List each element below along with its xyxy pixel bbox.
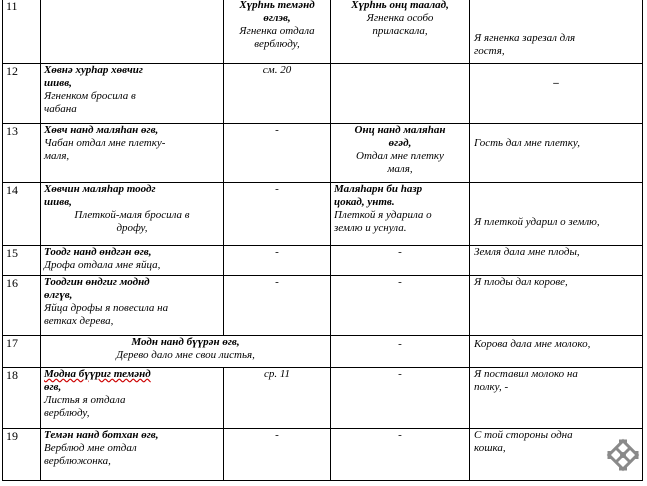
dash-mark: -: [275, 183, 279, 195]
variant-c-cell: [470, 276, 643, 336]
variant-b-cell: [331, 336, 470, 368]
translation-line: гостя,: [474, 45, 505, 57]
translation-line: полку, -: [474, 381, 509, 393]
variant-b-cell: [331, 276, 470, 336]
variant-b-cell: [331, 429, 470, 481]
dash-mark: –: [553, 77, 559, 89]
variant-c-cell: [470, 183, 643, 246]
table-row: [3, 368, 643, 429]
kalmyk-line: Хөвчин маляһар тоодг: [44, 183, 156, 195]
kalmyk-line: цокад, унтв.: [334, 196, 395, 208]
kalmyk-line: Тоодг нанд өндгән өгв,: [44, 246, 152, 258]
translation-line: маля,: [44, 150, 70, 162]
variant-c-cell: [470, 368, 643, 429]
dash-mark: -: [398, 368, 402, 380]
variant-a-cell: [224, 183, 331, 246]
translation-line: Корова дала мне молоко,: [474, 338, 591, 350]
row-number: 17: [3, 336, 41, 368]
dash-mark: -: [398, 429, 402, 441]
kalmyk-line: Маляһарн би һазр: [334, 183, 423, 195]
variant-b-cell: [331, 64, 470, 124]
kalmyk-line: Хөвнә хурһар хөвчиг: [44, 64, 143, 76]
translation-line: кошка,: [474, 442, 506, 454]
kalmyk-line: Темән нанд ботхан өгв,: [44, 429, 159, 441]
table-row: [3, 124, 643, 183]
translation-line: С той стороны одна: [474, 429, 573, 441]
merged-text-cell: [41, 336, 331, 368]
translation-line: чабана: [44, 103, 77, 115]
variant-b-cell: [331, 124, 470, 183]
variant-a-cell: [224, 368, 331, 429]
translation-line: Ягненком бросила в: [44, 90, 136, 102]
variant-c-cell: [470, 336, 643, 368]
translation-line: Земля дала мне плоды,: [474, 246, 580, 258]
row-number: 18: [3, 368, 41, 429]
variant-c-cell: [470, 246, 643, 276]
row-number: 15: [3, 246, 41, 276]
table-row: [3, 64, 643, 124]
text-comparison-table: [2, 0, 643, 481]
row-number: 11: [3, 0, 41, 64]
dash-mark: -: [275, 124, 279, 136]
row-number: 14: [3, 183, 41, 246]
translation-line: приласкала,: [372, 25, 428, 37]
kalmyk-line: Хөвч нанд маляһан өгв,: [44, 124, 159, 136]
variant-a-cell: [224, 0, 331, 64]
kalmyk-line: Модн нанд бүүрән өгв,: [131, 336, 240, 348]
table-row: [3, 183, 643, 246]
kalmyk-text-cell: [41, 246, 224, 276]
variant-c-cell: [470, 64, 643, 124]
cross-reference: ср. 11: [263, 368, 291, 380]
dash-mark: -: [398, 338, 402, 350]
table-row: [3, 429, 643, 481]
variant-a-cell: [224, 64, 331, 124]
kalmyk-line: Тоодгин өндгиг моднд: [44, 276, 150, 288]
variant-b-cell: [331, 246, 470, 276]
variant-c-cell: [470, 0, 643, 64]
translation-line: дрофу,: [116, 222, 148, 234]
kalmyk-line: өлгүв,: [44, 289, 73, 301]
kalmyk-text-cell: [41, 0, 224, 64]
kalmyk-line: Онц нанд маляһан: [354, 124, 446, 136]
kalmyk-line: өгв,: [44, 381, 62, 393]
table-row: [3, 0, 643, 64]
translation-line: Ягненка особо: [366, 12, 434, 24]
cross-reference: см. 20: [262, 64, 292, 76]
row-number: 13: [3, 124, 41, 183]
kalmyk-text-cell: [41, 368, 224, 429]
translation-line: маля,: [387, 163, 413, 175]
translation-line: Чабан отдал мне плетку-: [44, 137, 166, 149]
row-number: 12: [3, 64, 41, 124]
row-number: 19: [3, 429, 41, 481]
translation-line: Листья я отдала: [44, 394, 126, 406]
translation-line: Яйца дрофы я повесила на: [44, 302, 169, 314]
translation-line: верблюду,: [254, 38, 300, 50]
variant-c-cell: [470, 124, 643, 183]
translation-line: Я плоды дал корове,: [474, 276, 568, 288]
translation-line: Отдал мне плетку: [356, 150, 444, 162]
row-number: 16: [3, 276, 41, 336]
kalmyk-line: шивв,: [44, 77, 72, 89]
dash-mark: -: [398, 246, 402, 258]
kalmyk-line: Модна бүүриг темәнд: [44, 368, 151, 380]
endless-knot-ornament-icon: [605, 437, 641, 473]
translation-line: верблюжонка,: [44, 455, 111, 467]
variant-b-cell: [331, 0, 470, 64]
kalmyk-line: Хүрһнь темәнд өглэв,: [239, 0, 315, 24]
kalmyk-text-cell: [41, 64, 224, 124]
kalmyk-text-cell: [41, 183, 224, 246]
dash-mark: -: [275, 246, 279, 258]
translation-line: Гость дал мне плетку,: [474, 137, 580, 149]
translation-line: Я поставил молоко на: [474, 368, 578, 380]
translation-line: Плеткой-маля бросила в: [74, 209, 190, 221]
kalmyk-text-cell: [41, 124, 224, 183]
kalmyk-line: шивв,: [44, 196, 72, 208]
table-row: [3, 336, 643, 368]
translation-line: верблюду,: [44, 407, 90, 419]
dash-mark: -: [275, 276, 279, 288]
table-row: [3, 246, 643, 276]
variant-a-cell: [224, 246, 331, 276]
translation-line: Дрофа отдала мне яйца,: [44, 259, 161, 271]
translation-line: Я ягненка зарезал для: [474, 32, 576, 44]
translation-line: ветках дерева,: [44, 315, 114, 327]
translation-line: Я плеткой ударил о землю,: [474, 216, 600, 228]
variant-b-cell: [331, 368, 470, 429]
translation-line: Верблюд мне отдал: [44, 442, 137, 454]
translation-line: землю и уснула.: [334, 222, 407, 234]
variant-a-cell: [224, 429, 331, 481]
kalmyk-line: өгәд,: [388, 137, 412, 149]
dash-mark: -: [398, 276, 402, 288]
variant-a-cell: [224, 124, 331, 183]
variant-a-cell: [224, 276, 331, 336]
dash-mark: -: [275, 429, 279, 441]
table-row: [3, 276, 643, 336]
kalmyk-line: Хүрһнь онц таалад,: [351, 0, 449, 11]
translation-line: Плеткой я ударила о: [334, 209, 432, 221]
kalmyk-text-cell: [41, 429, 224, 481]
variant-b-cell: [331, 183, 470, 246]
kalmyk-text-cell: [41, 276, 224, 336]
translation-line: Дерево дало мне свои листья,: [116, 349, 255, 361]
translation-line: Ягненка отдала: [239, 25, 315, 37]
